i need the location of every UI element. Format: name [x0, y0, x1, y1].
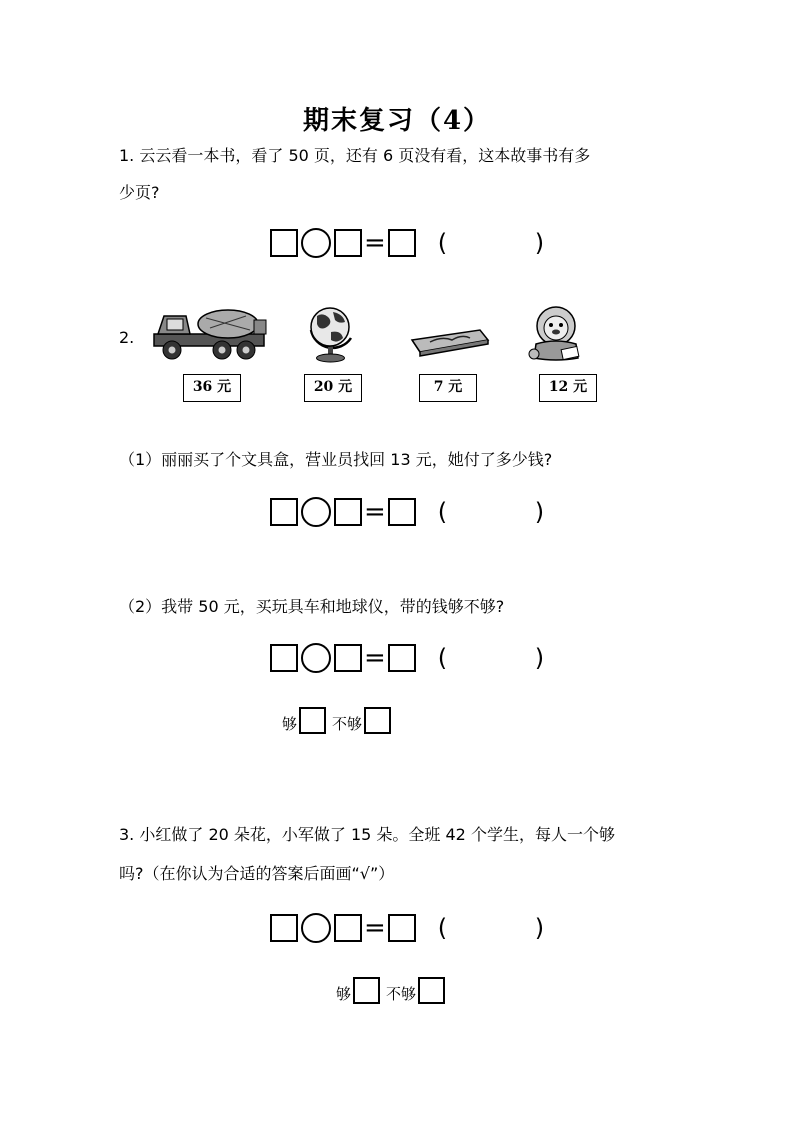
- enough-label: 够: [336, 985, 352, 1003]
- question-1-line-1: 1. 云云看一本书，看了 50 页，还有 6 页没有看，这本故事书有多: [119, 146, 591, 165]
- answer-box[interactable]: [270, 229, 298, 257]
- question-1-line-2: 少页?: [119, 183, 160, 202]
- answer-box[interactable]: [270, 914, 298, 942]
- result-box[interactable]: [388, 229, 416, 257]
- operator-circle[interactable]: [301, 497, 331, 527]
- not-enough-checkbox[interactable]: [418, 977, 445, 1004]
- toy-lion-icon: [526, 304, 590, 364]
- equation-row-q2-1: [270, 496, 584, 528]
- question-2-sub-2: （2）我带 50 元，买玩具车和地球仪，带的钱够不够?: [119, 597, 505, 616]
- result-box[interactable]: [388, 644, 416, 672]
- answer-box[interactable]: [334, 914, 362, 942]
- equals-sign: =: [364, 228, 386, 258]
- enough-label: 够: [282, 715, 298, 733]
- enough-choice-q2: [282, 707, 397, 734]
- unit-parentheses[interactable]: ( ): [437, 914, 585, 942]
- price-tag-truck: 36 元: [183, 374, 241, 402]
- price-tag-globe: 20 元: [304, 374, 362, 402]
- unit-parentheses[interactable]: ( ): [437, 644, 585, 672]
- cement-truck-icon: [150, 306, 272, 364]
- equation-row-q1: [270, 227, 584, 259]
- result-box[interactable]: [388, 914, 416, 942]
- question-2-number: 2.: [119, 328, 135, 347]
- equation-row-q2-2: [270, 642, 584, 674]
- equals-sign: =: [364, 497, 386, 527]
- answer-box[interactable]: [334, 229, 362, 257]
- not-enough-label: 不够: [386, 985, 417, 1003]
- operator-circle[interactable]: [301, 913, 331, 943]
- question-2-sub-1: （1）丽丽买了个文具盒，营业员找回 13 元，她付了多少钱?: [119, 450, 553, 469]
- globe-icon: [303, 300, 359, 366]
- operator-circle[interactable]: [301, 643, 331, 673]
- equals-sign: =: [364, 913, 386, 943]
- not-enough-label: 不够: [332, 715, 363, 733]
- answer-box[interactable]: [270, 498, 298, 526]
- price-tag-pencil-case: 7 元: [419, 374, 477, 402]
- equation-row-q3: [270, 912, 584, 944]
- price-tag-toy-lion: 12 元: [539, 374, 597, 402]
- operator-circle[interactable]: [301, 228, 331, 258]
- question-3-line-2: 吗?（在你认为合适的答案后面画“√”）: [119, 864, 395, 883]
- enough-checkbox[interactable]: [353, 977, 380, 1004]
- answer-box[interactable]: [334, 644, 362, 672]
- page-title: 期末复习（4）: [302, 106, 492, 136]
- enough-choice-q3: [336, 977, 451, 1004]
- pencil-case-icon: [408, 326, 490, 358]
- answer-box[interactable]: [270, 644, 298, 672]
- equals-sign: =: [364, 643, 386, 673]
- enough-checkbox[interactable]: [299, 707, 326, 734]
- unit-parentheses[interactable]: ( ): [437, 229, 585, 257]
- question-3-line-1: 3. 小红做了 20 朵花，小军做了 15 朵。全班 42 个学生，每人一个够: [119, 825, 615, 844]
- answer-box[interactable]: [334, 498, 362, 526]
- result-box[interactable]: [388, 498, 416, 526]
- not-enough-checkbox[interactable]: [364, 707, 391, 734]
- unit-parentheses[interactable]: ( ): [437, 498, 585, 526]
